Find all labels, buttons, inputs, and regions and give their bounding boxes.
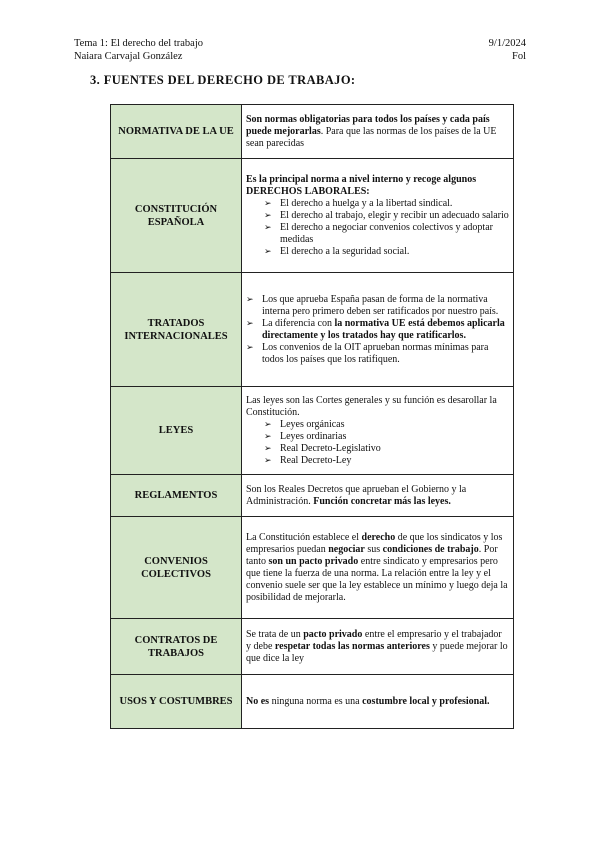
ce-intro: Es la principal norma a nivel interno y recoge algunos DERECHOS LABORALES: bbox=[246, 173, 477, 197]
row-label-ce: CONSTITUCIÓN ESPAÑOLA bbox=[111, 159, 242, 273]
row-content-contr: Se trata de un pacto privado entre el empresario y el trabajador y debe respetar todas las normas anteriores y puede mejorar lo que dice la ley bbox=[242, 619, 514, 675]
row-label-leyes: LEYES bbox=[111, 387, 242, 475]
list-item: ➢ Los convenios de la OIT aprueban normas mínimas para todos los países que los ratifiquen. bbox=[246, 341, 489, 365]
table-row bbox=[111, 273, 514, 387]
list-item: ➢ El derecho a la seguridad social. bbox=[264, 245, 410, 257]
row-content-leyes bbox=[242, 387, 514, 475]
arrow-bullet-icon: ➢ bbox=[246, 342, 254, 353]
sources-table bbox=[110, 104, 514, 729]
arrow-bullet-icon: ➢ bbox=[264, 246, 272, 257]
row-content-reg: Son los Reales Decretos que aprueban el Gobierno y la Administración. Función concretar más las leyes. bbox=[242, 475, 514, 517]
arrow-bullet-icon: ➢ bbox=[246, 294, 254, 305]
arrow-bullet-icon: ➢ bbox=[264, 222, 272, 233]
table-row bbox=[111, 159, 514, 273]
table-row bbox=[111, 619, 514, 675]
row-label-reg: REGLAMENTOS bbox=[111, 475, 242, 517]
table-row bbox=[111, 105, 514, 159]
header-author: Naiara Carvajal González bbox=[74, 51, 183, 62]
list-item: ➢ Real Decreto-Ley bbox=[264, 454, 352, 466]
header-subject: Fol bbox=[511, 51, 526, 62]
row-label-contr: CONTRATOS DE TRABAJOS bbox=[111, 619, 242, 675]
row-content-ue bbox=[242, 105, 514, 159]
header-date: 9/1/2024 bbox=[488, 38, 526, 49]
table-row bbox=[111, 517, 514, 619]
ue-rest: . Para que las normas de los países de la UE sean parecidas bbox=[246, 125, 497, 149]
arrow-bullet-icon: ➢ bbox=[264, 443, 272, 454]
list-item: ➢ El derecho al trabajo, elegir y recibir un adecuado salario bbox=[264, 209, 509, 221]
arrow-bullet-icon: ➢ bbox=[264, 419, 272, 430]
table-row bbox=[111, 475, 514, 517]
row-label-ti: TRATADOS INTERNACIONALES bbox=[111, 273, 242, 387]
leyes-intro: Las leyes son las Cortes generales y su función es desarollar la Constitución. bbox=[246, 394, 497, 418]
row-label-ue: NORMATIVA DE LA UE bbox=[111, 105, 242, 159]
page-header-left bbox=[74, 37, 203, 63]
list-item: ➢ El derecho a huelga y a la libertad sindical. bbox=[264, 197, 453, 209]
row-content-conv: La Constitución establece el derecho de que los sindicatos y los empresarios puedan negociar sus condiciones de trabajo. Por tanto son un pacto privado entre sindicato y empresarios pero que tiene la fuerza de una norma. La relación entre la ley y el convenio suele ser que la ley establece un mínimo y luego deja la posibilidad de mejorarla. bbox=[242, 517, 514, 619]
row-content-ce bbox=[242, 159, 514, 273]
section-title: 3. FUENTES DEL DERECHO DE TRABAJO: bbox=[90, 73, 356, 87]
list-item: ➢ Los que aprueba España pasan de forma de la normativa interna pero primero deben ser ratificados por nuestro país. bbox=[246, 293, 499, 317]
row-label-usos: USOS Y COSTUMBRES bbox=[111, 675, 242, 729]
row-content-usos: No es ninguna norma es una costumbre local y profesional. bbox=[242, 675, 514, 729]
row-content-ti bbox=[242, 273, 514, 387]
table-row bbox=[111, 675, 514, 729]
table-row bbox=[111, 387, 514, 475]
list-item: ➢ La diferencia con la normativa UE está debemos aplicarla directamente y los tratados hay que ratificarlos. bbox=[246, 317, 505, 341]
arrow-bullet-icon: ➢ bbox=[264, 198, 272, 209]
arrow-bullet-icon: ➢ bbox=[264, 431, 272, 442]
list-item: ➢ Leyes ordinarias bbox=[264, 430, 347, 442]
ti-list bbox=[246, 294, 509, 366]
arrow-bullet-icon: ➢ bbox=[264, 455, 272, 466]
row-label-conv: CONVENIOS COLECTIVOS bbox=[111, 517, 242, 619]
arrow-bullet-icon: ➢ bbox=[264, 210, 272, 221]
page-header-right bbox=[489, 37, 526, 63]
ue-bold: Son normas obligatorias para todos los países y cada país puede mejorarlas bbox=[246, 113, 490, 137]
ce-list bbox=[246, 198, 509, 258]
header-topic: Tema 1: El derecho del trabajo bbox=[74, 38, 203, 49]
list-item: ➢ Real Decreto-Legislativo bbox=[264, 442, 381, 454]
list-item: ➢ El derecho a negociar convenios colectivos y adoptar medidas bbox=[264, 221, 493, 245]
list-item: ➢ Leyes orgánicas bbox=[264, 418, 345, 430]
arrow-bullet-icon: ➢ bbox=[246, 318, 254, 329]
leyes-list bbox=[246, 419, 509, 467]
